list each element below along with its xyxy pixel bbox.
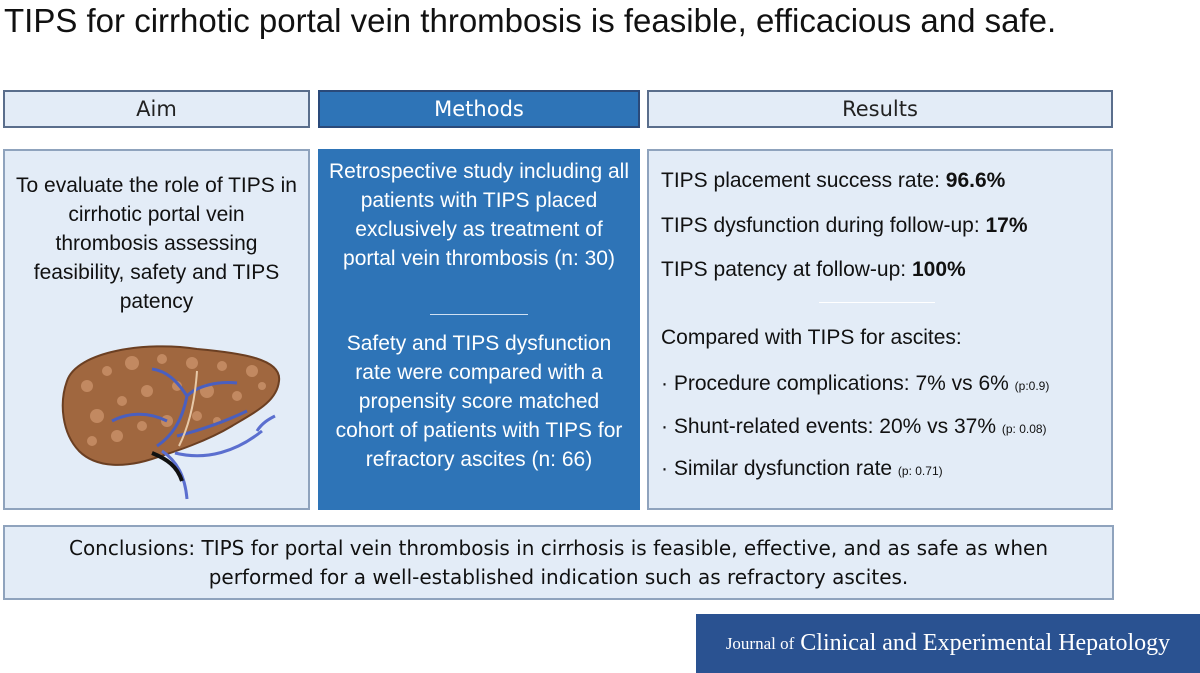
methods-part2: Safety and TIPS dysfunction rate were compared with a propensity score matched cohort of patients with TIPS for refractory ascites (n: 66): [335, 332, 623, 471]
conclusion-panel: [3, 525, 1114, 600]
journal-prefix: Journal of: [725, 633, 795, 653]
journal-banner: [696, 614, 1200, 673]
methods-header-label: Methods: [434, 97, 524, 121]
comparison-complications-p: (p:0.9): [1014, 379, 1050, 393]
aim-header-label: Aim: [136, 97, 177, 121]
compared-heading: Compared with TIPS for ascites:: [661, 326, 962, 349]
result-dysfunction-value: 17%: [985, 214, 1028, 237]
aim-header: [3, 90, 310, 128]
result-success-rate: [661, 169, 1005, 193]
methods-panel: [318, 149, 640, 510]
results-divider: [819, 302, 935, 303]
result-success-value: 96.6%: [945, 169, 1006, 192]
comparison-dysfunction-p: (p: 0.71): [897, 464, 943, 478]
comparison-shunt-text: · Shunt-related events: 20% vs 37%: [661, 415, 1002, 438]
aim-text: To evaluate the role of TIPS in cirrhotic portal vein thrombosis assessing feasibility, safety and TIPS patency: [16, 174, 297, 313]
comparison-complications-text: · Procedure complications: 7% vs 6%: [661, 372, 1015, 395]
comparison-dysfunction-text: · Similar dysfunction rate: [661, 457, 898, 480]
methods-header: [318, 90, 640, 128]
results-panel: [647, 149, 1113, 510]
result-patency: [661, 258, 966, 282]
results-header: [647, 90, 1113, 128]
methods-part1: Retrospective study including all patients with TIPS placed exclusively as treatment of portal vein thrombosis (n: 30): [329, 160, 629, 270]
comparison-complications: [661, 372, 1049, 396]
liver-illustration-icon: [57, 341, 287, 501]
conclusion-text: Conclusions: TIPS for portal vein thrombosis in cirrhosis is feasible, effective, and as safe as when performed for a well-established indication such as refractory ascites.: [68, 535, 1048, 589]
aim-panel: [3, 149, 310, 510]
result-success-label: TIPS placement success rate:: [661, 169, 946, 192]
comparison-shunt-events: [661, 415, 1047, 439]
results-header-label: Results: [842, 97, 918, 121]
comparison-dysfunction: [661, 457, 943, 481]
result-patency-label: TIPS patency at follow-up:: [661, 258, 912, 281]
page-title: TIPS for cirrhotic portal vein thrombosis is feasible, efficacious and safe.: [4, 2, 1057, 39]
comparison-shunt-p: (p: 0.08): [1001, 422, 1047, 436]
result-dysfunction-label: TIPS dysfunction during follow-up:: [661, 214, 986, 237]
result-dysfunction: [661, 214, 1028, 238]
methods-divider: [430, 314, 528, 315]
result-patency-value: 100%: [911, 258, 966, 281]
journal-name: Clinical and Experimental Hepatology: [800, 630, 1171, 656]
